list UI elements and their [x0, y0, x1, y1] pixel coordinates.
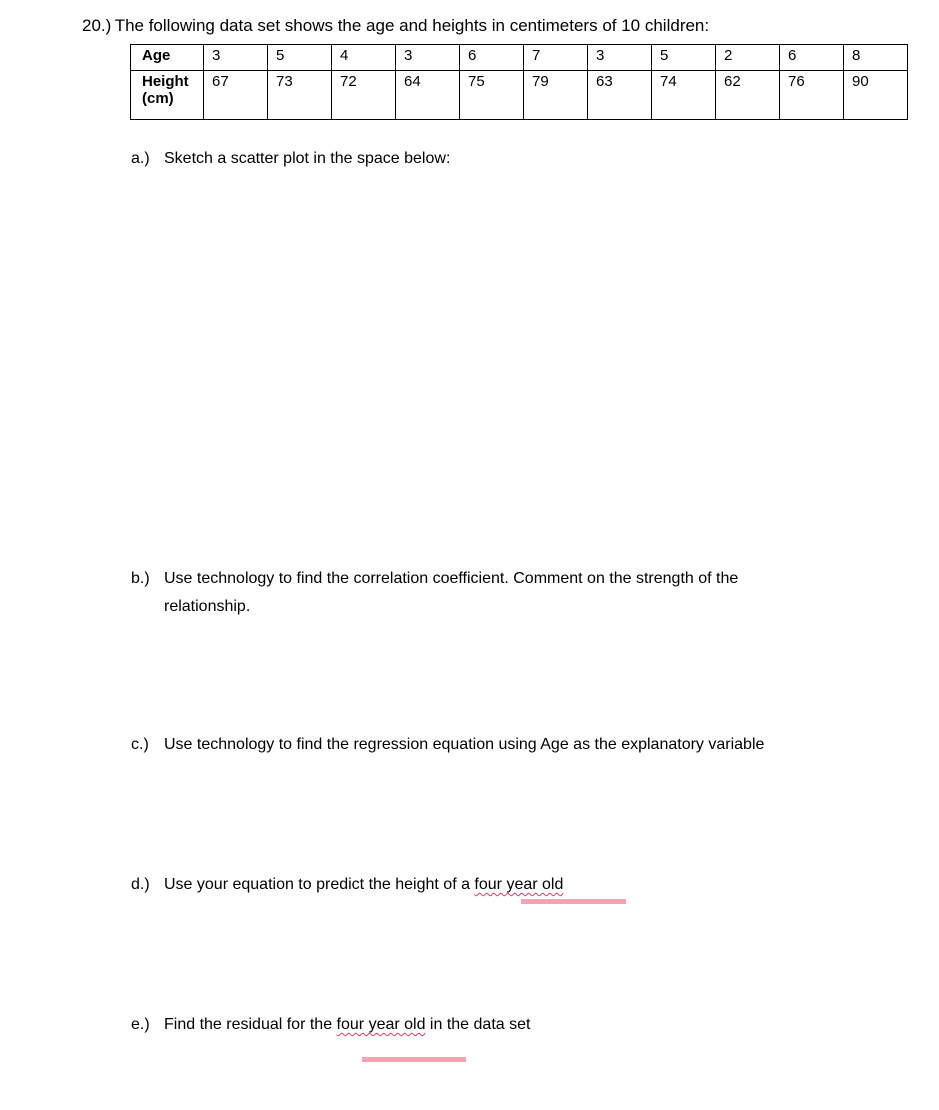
age-cell: 7: [524, 45, 588, 71]
question-c-text: Use technology to find the regression equation using Age as the explanatory variable: [164, 736, 765, 753]
height-cell: 62: [716, 71, 780, 120]
height-cell: 64: [396, 71, 460, 120]
age-label: Age: [131, 45, 204, 71]
age-cell: 6: [780, 45, 844, 71]
age-cell: 6: [460, 45, 524, 71]
height-label-line1: Height: [142, 73, 189, 90]
height-cell: 90: [844, 71, 908, 120]
height-cell: 79: [524, 71, 588, 120]
height-cell: 67: [204, 71, 268, 120]
question-e-text-after: in the data set: [425, 1016, 531, 1033]
table-row-height: [131, 71, 908, 120]
problem-heading: 20.) The following data set shows the age and heights in centimeters of 10 children:: [82, 16, 710, 35]
data-table: [130, 44, 908, 120]
question-c: [131, 731, 764, 759]
question-a: [131, 145, 450, 173]
question-b-text-line2: relationship.: [164, 598, 251, 615]
question-e-text-before: Find the residual for the: [164, 1016, 337, 1033]
height-cell: 75: [460, 71, 524, 120]
age-cell: 3: [204, 45, 268, 71]
age-cell: 8: [844, 45, 908, 71]
question-d-number: d.): [131, 876, 150, 893]
height-cell: 76: [780, 71, 844, 120]
height-cell: 74: [652, 71, 716, 120]
height-cell: 72: [332, 71, 396, 120]
question-e: [131, 1011, 530, 1039]
age-cell: 5: [652, 45, 716, 71]
spellcheck-marked-text: four year old: [474, 876, 564, 893]
age-cell: 2: [716, 45, 780, 71]
height-label: [131, 71, 204, 120]
question-a-number: a.): [131, 150, 150, 167]
question-a-text: Sketch a scatter plot in the space below:: [164, 150, 451, 167]
height-cell: 63: [588, 71, 652, 120]
question-b-number: b.): [131, 570, 150, 587]
question-c-number: c.): [131, 736, 149, 753]
table-row-age: [131, 45, 908, 71]
question-d: [131, 871, 563, 899]
question-b-text-line1: Use technology to find the correlation coefficient. Comment on the strength of the: [164, 570, 739, 587]
highlight-bar-d: [521, 899, 626, 904]
question-b-line2: [164, 593, 250, 621]
height-label-line2: (cm): [142, 90, 174, 107]
highlight-bar-e: [362, 1057, 466, 1062]
spellcheck-marked-text: four year old: [336, 1016, 426, 1033]
age-cell: 3: [396, 45, 460, 71]
age-cell: 4: [332, 45, 396, 71]
question-e-number: e.): [131, 1016, 150, 1033]
height-cell: 73: [268, 71, 332, 120]
question-b: [131, 565, 738, 593]
age-cell: 3: [588, 45, 652, 71]
age-cell: 5: [268, 45, 332, 71]
question-d-text: Use your equation to predict the height of a: [164, 876, 475, 893]
